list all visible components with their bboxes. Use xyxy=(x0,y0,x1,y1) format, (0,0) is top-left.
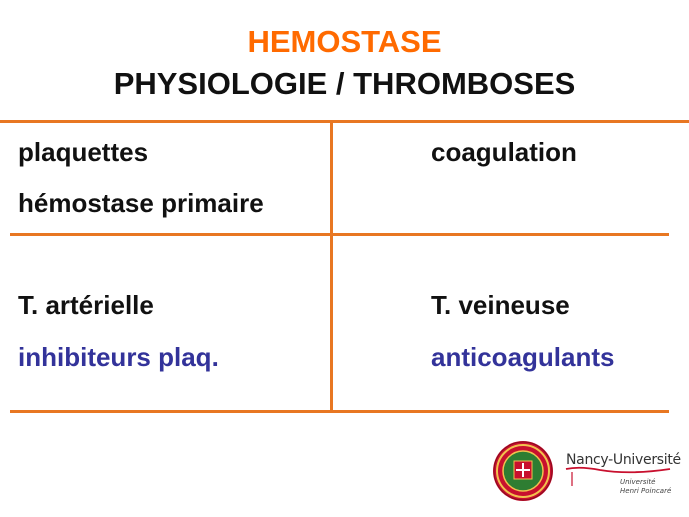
university-subtitle-line1: Université xyxy=(620,478,656,486)
cell-venous-thrombosis: T. veineuse xyxy=(431,290,570,320)
table-column-divider xyxy=(330,120,333,413)
slide-subtitle: PHYSIOLOGIE / THROMBOSES xyxy=(113,66,576,101)
table-middle-rule xyxy=(10,233,669,236)
table-top-rule xyxy=(0,120,689,123)
university-subtitle-line2: Henri Poincaré xyxy=(620,487,672,495)
university-seal-icon xyxy=(493,441,553,501)
university-name: Nancy-Université xyxy=(566,452,681,468)
cell-anticoagulants: anticoagulants xyxy=(431,342,615,372)
university-logos xyxy=(490,436,680,506)
cell-platelets: plaquettes xyxy=(18,137,149,167)
cell-coagulation: coagulation xyxy=(431,137,577,167)
cell-platelet-inhibitors: inhibiteurs plaq. xyxy=(18,342,219,372)
table-bottom-rule xyxy=(10,410,669,413)
cell-primary-hemostasis: hémostase primaire xyxy=(18,188,264,218)
slide-title: HEMOSTASE xyxy=(247,24,442,59)
cell-arterial-thrombosis: T. artérielle xyxy=(18,290,154,320)
